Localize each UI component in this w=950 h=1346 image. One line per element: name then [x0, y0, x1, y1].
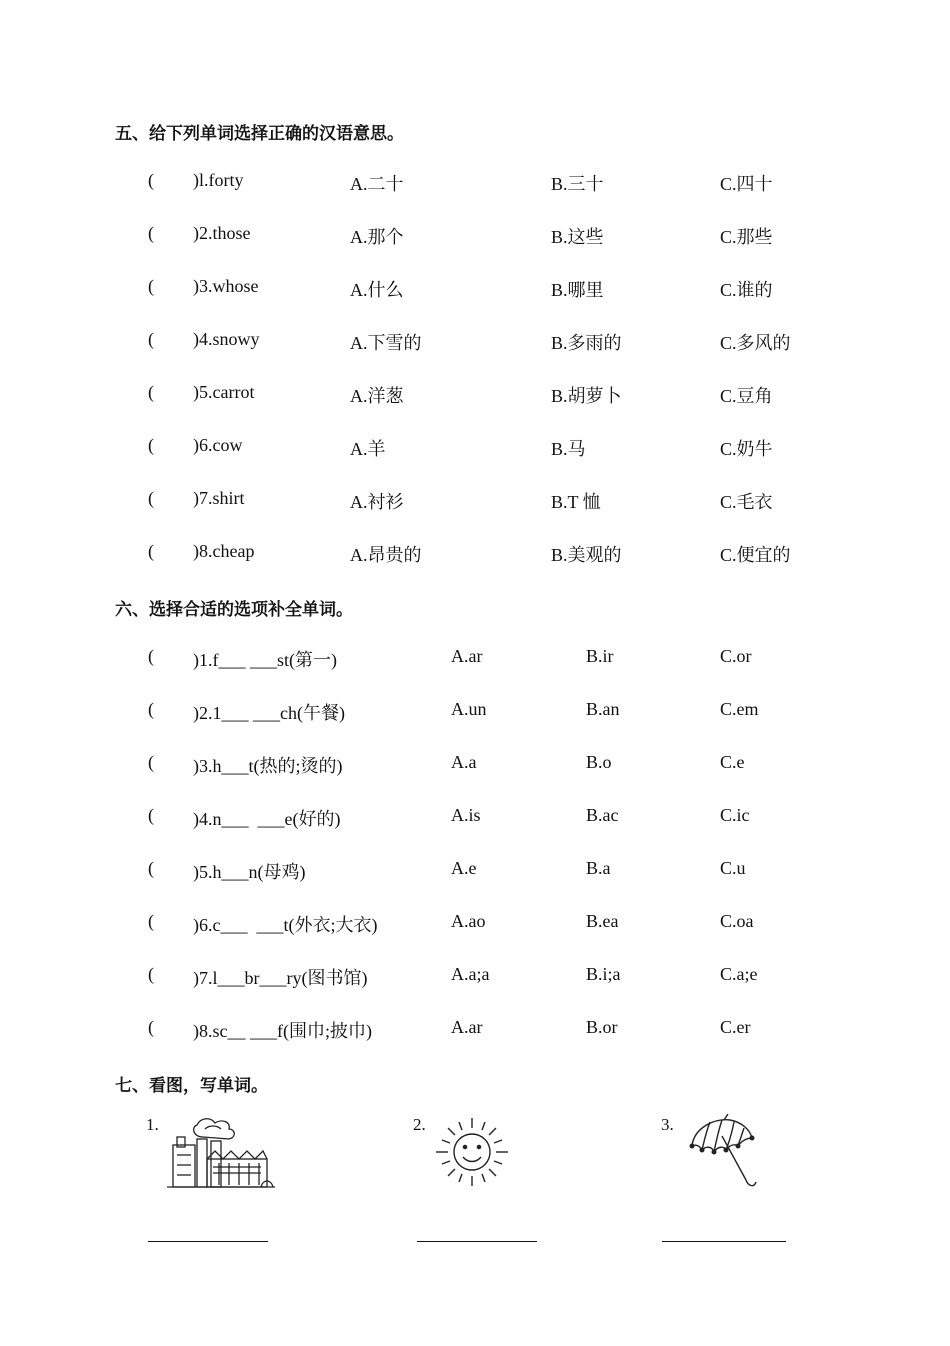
answer-paren[interactable]: ( — [148, 699, 154, 719]
question-word: )6.cow — [193, 435, 243, 455]
option-b: B.美观的 — [551, 545, 622, 565]
question-word: )8.cheap — [193, 541, 255, 561]
option-c: C.er — [720, 1017, 751, 1037]
option-a: A.un — [451, 699, 487, 719]
sun-icon — [430, 1112, 514, 1192]
option-b: B.an — [586, 699, 620, 719]
question-word: )6.c___ ___t(外衣;大衣) — [193, 915, 378, 935]
option-b: B.or — [586, 1017, 618, 1037]
answer-paren[interactable]: ( — [148, 170, 154, 190]
question-row — [0, 541, 950, 571]
option-b: B.三十 — [551, 174, 604, 194]
question-word: )7.l___br___ry(图书馆) — [193, 968, 368, 988]
picture-number: 1. — [146, 1115, 159, 1134]
option-a: A.ar — [451, 646, 483, 666]
question-row — [0, 805, 950, 835]
section-5-title: 五、给下列单词选择正确的汉语意思。 — [115, 124, 404, 144]
question-row — [0, 223, 950, 253]
answer-paren[interactable]: ( — [148, 223, 154, 243]
option-b: B.ir — [586, 646, 614, 666]
picture-number: 3. — [661, 1115, 674, 1134]
answer-paren[interactable]: ( — [148, 964, 154, 984]
question-word: )3.h___t(热的;烫的) — [193, 756, 343, 776]
question-row — [0, 382, 950, 412]
option-a: A.羊 — [350, 439, 386, 459]
section-6-title: 六、选择合适的选项补全单词。 — [115, 600, 353, 620]
option-a: A.ao — [451, 911, 486, 931]
umbrella-icon — [684, 1112, 764, 1194]
question-row — [0, 1017, 950, 1047]
factory-icon — [163, 1115, 279, 1193]
question-word: )4.snowy — [193, 329, 260, 349]
option-b: B.ac — [586, 805, 619, 825]
question-row — [0, 170, 950, 200]
option-a: A.二十 — [350, 174, 404, 194]
answer-paren[interactable]: ( — [148, 541, 154, 561]
question-row — [0, 435, 950, 465]
option-a: A.昂贵的 — [350, 545, 422, 565]
option-a: A.那个 — [350, 227, 404, 247]
option-c: C.em — [720, 699, 759, 719]
option-b: B.i;a — [586, 964, 621, 984]
answer-paren[interactable]: ( — [148, 276, 154, 296]
question-word: )5.h___n(母鸡) — [193, 862, 306, 882]
option-b: B.o — [586, 752, 612, 772]
question-word: )l.forty — [193, 170, 244, 190]
option-b: B.ea — [586, 911, 619, 931]
answer-paren[interactable]: ( — [148, 382, 154, 402]
option-c: C.ic — [720, 805, 750, 825]
option-c: C.那些 — [720, 227, 773, 247]
option-b: B.T 恤 — [551, 492, 601, 512]
option-b: B.这些 — [551, 227, 604, 247]
answer-paren[interactable]: ( — [148, 858, 154, 878]
picture-number: 2. — [413, 1115, 426, 1134]
answer-paren[interactable]: ( — [148, 329, 154, 349]
option-b: B.哪里 — [551, 280, 604, 300]
question-word: )4.n___ ___e(好的) — [193, 809, 341, 829]
answer-paren[interactable]: ( — [148, 911, 154, 931]
option-c: C.oa — [720, 911, 754, 931]
question-row — [0, 276, 950, 306]
answer-paren[interactable]: ( — [148, 646, 154, 666]
answer-paren[interactable]: ( — [148, 752, 154, 772]
answer-blank[interactable] — [662, 1241, 786, 1242]
option-b: B.马 — [551, 439, 586, 459]
question-word: )8.sc__ ___f(围巾;披巾) — [193, 1021, 372, 1041]
option-a: A.a;a — [451, 964, 490, 984]
question-row — [0, 329, 950, 359]
question-row — [0, 488, 950, 518]
question-row — [0, 646, 950, 676]
answer-paren[interactable]: ( — [148, 488, 154, 508]
question-word: )2.those — [193, 223, 251, 243]
option-c: C.u — [720, 858, 746, 878]
question-word: )1.f___ ___st(第一) — [193, 650, 337, 670]
option-a: A.衬衫 — [350, 492, 404, 512]
option-a: A.e — [451, 858, 477, 878]
option-c: C.谁的 — [720, 280, 773, 300]
option-a: A.下雪的 — [350, 333, 422, 353]
question-row — [0, 752, 950, 782]
option-c: C.e — [720, 752, 745, 772]
option-a: A.洋葱 — [350, 386, 404, 406]
answer-paren[interactable]: ( — [148, 1017, 154, 1037]
option-c: C.奶牛 — [720, 439, 773, 459]
question-word: )2.1___ ___ch(午餐) — [193, 703, 345, 723]
option-c: C.便宜的 — [720, 545, 791, 565]
question-word: )5.carrot — [193, 382, 255, 402]
question-row — [0, 911, 950, 941]
option-c: C.毛衣 — [720, 492, 773, 512]
question-word: )7.shirt — [193, 488, 245, 508]
option-a: A.is — [451, 805, 481, 825]
option-a: A.ar — [451, 1017, 483, 1037]
option-b: B.胡萝卜 — [551, 386, 622, 406]
answer-paren[interactable]: ( — [148, 805, 154, 825]
option-a: A.什么 — [350, 280, 404, 300]
answer-blank[interactable] — [148, 1241, 268, 1242]
option-c: C.or — [720, 646, 752, 666]
option-c: C.豆角 — [720, 386, 773, 406]
option-b: B.a — [586, 858, 611, 878]
question-row — [0, 699, 950, 729]
answer-paren[interactable]: ( — [148, 435, 154, 455]
option-c: C.多风的 — [720, 333, 791, 353]
question-row — [0, 858, 950, 888]
option-a: A.a — [451, 752, 477, 772]
section-7-title: 七、看图，写单词。 — [115, 1076, 268, 1096]
question-word: )3.whose — [193, 276, 259, 296]
answer-blank[interactable] — [417, 1241, 537, 1242]
option-c: C.a;e — [720, 964, 758, 984]
option-b: B.多雨的 — [551, 333, 622, 353]
option-c: C.四十 — [720, 174, 773, 194]
question-row — [0, 964, 950, 994]
